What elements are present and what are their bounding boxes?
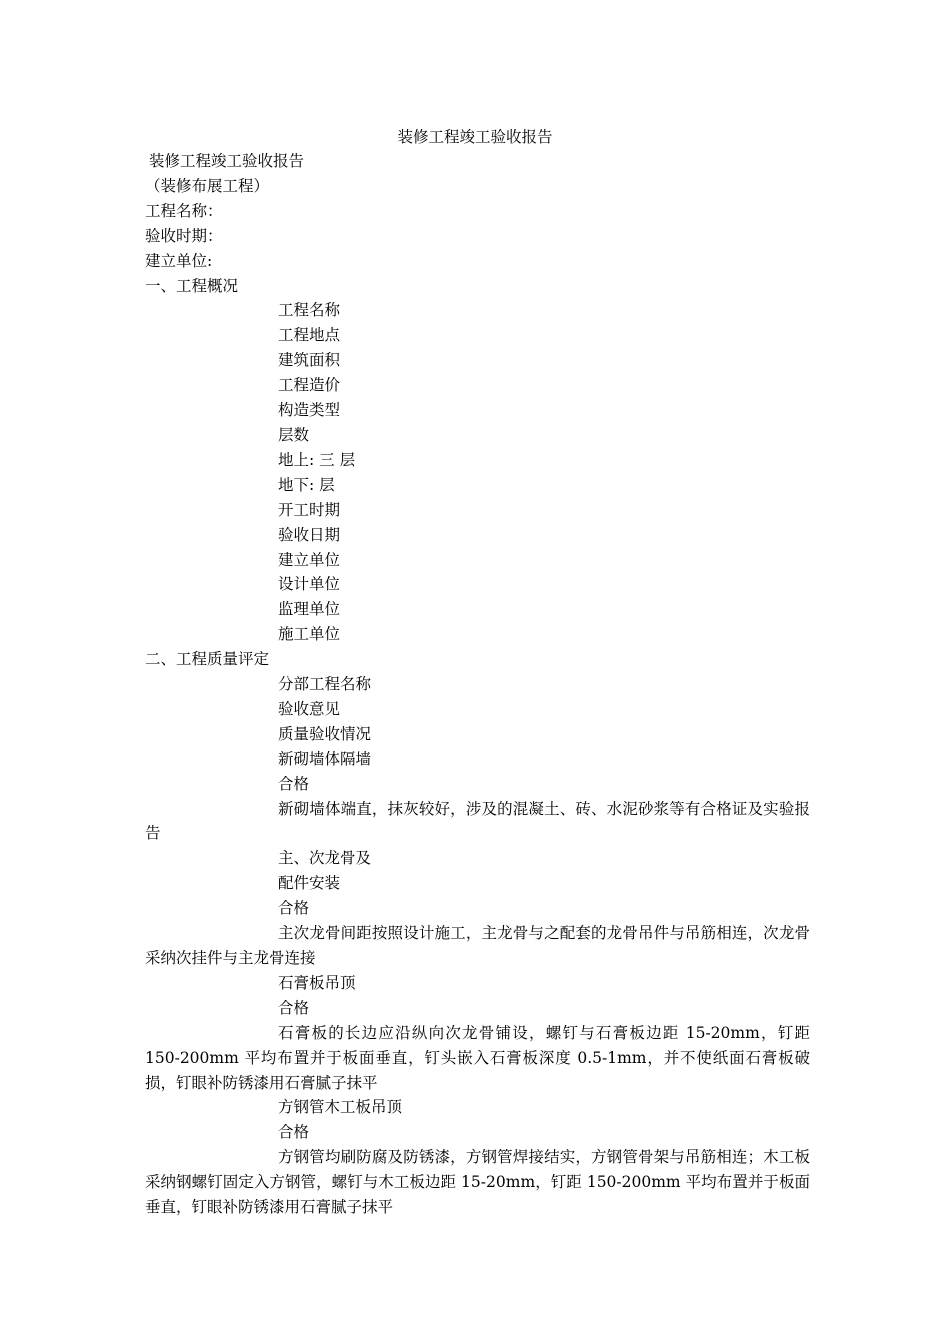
- project-name-label: 工程名称：: [145, 201, 223, 220]
- section-heading-overview: 一、工程概况: [145, 276, 239, 295]
- document-body: [145, 149, 810, 1220]
- item-result: 合格: [278, 1123, 310, 1142]
- item-name: 方钢管木工板吊顶: [278, 1098, 403, 1117]
- item-description: 主次龙骨间距按照设计施工，主龙骨与之配套的龙骨吊件与吊筋相连，次龙骨采纳次挂件与主龙骨连接: [145, 924, 810, 967]
- item-description: 新砌墙体端直，抹灰较好，涉及的混凝土、砖、水泥砂浆等有合格证及实验报告: [145, 799, 810, 843]
- item-name: 配件安装: [278, 874, 341, 893]
- overview-item: 工程名称: [278, 301, 341, 320]
- item-result: 合格: [278, 998, 310, 1017]
- cover-subheading: （装修布展工程）: [145, 176, 270, 195]
- acceptance-date-label: 验收时期：: [145, 226, 223, 245]
- overview-item: 设计单位: [278, 575, 341, 594]
- quality-header: 质量验收情况: [278, 724, 372, 743]
- cover-heading: 装修工程竣工验收报告: [149, 152, 305, 170]
- overview-item: 施工单位: [278, 625, 341, 644]
- item-result: 合格: [278, 774, 310, 793]
- owner-label: 建立单位:: [145, 251, 213, 270]
- document-title: 装修工程竣工验收报告: [397, 128, 553, 146]
- overview-item: 监理单位: [278, 600, 341, 619]
- overview-item: 开工时期: [278, 500, 341, 519]
- overview-item: 工程造价: [278, 376, 341, 395]
- item-name: 新砌墙体隔墙: [278, 749, 372, 768]
- item-name: 主、次龙骨及: [278, 849, 372, 868]
- overview-item: 地上: 三 层: [278, 450, 356, 469]
- item-result: 合格: [278, 899, 310, 918]
- item-description: 石膏板的长边应沿纵向次龙骨铺设，螺钉与石膏板边距 15-20mm，钉距 150-200mm 平均布置并于板面垂直，钉头嵌入石膏板深度 0.5-1mm，并不使纸面石膏板破损，钉眼补防锈漆用石膏腻子抹平: [145, 1023, 810, 1092]
- overview-item: 验收日期: [278, 525, 341, 544]
- overview-item: 构造类型: [278, 401, 341, 420]
- overview-item: 层数: [278, 425, 310, 444]
- overview-item: 建筑面积: [278, 351, 341, 370]
- quality-header: 分部工程名称: [278, 675, 372, 694]
- item-name: 石膏板吊顶: [278, 973, 356, 992]
- section-heading-quality: 二、工程质量评定: [145, 650, 270, 669]
- quality-header: 验收意见: [278, 699, 341, 718]
- overview-item: 工程地点: [278, 326, 341, 345]
- overview-item: 建立单位: [278, 550, 341, 569]
- overview-item: 地下: 层: [278, 475, 335, 494]
- item-description: 方钢管均刷防腐及防锈漆，方钢管焊接结实，方钢管骨架与吊筋相连；木工板采纳钢螺钉固定入方钢管，螺钉与木工板边距 15-20mm，钉距 150-200mm 平均布置并于板面垂直，钉眼补防锈漆用石膏腻子抹平: [145, 1148, 810, 1217]
